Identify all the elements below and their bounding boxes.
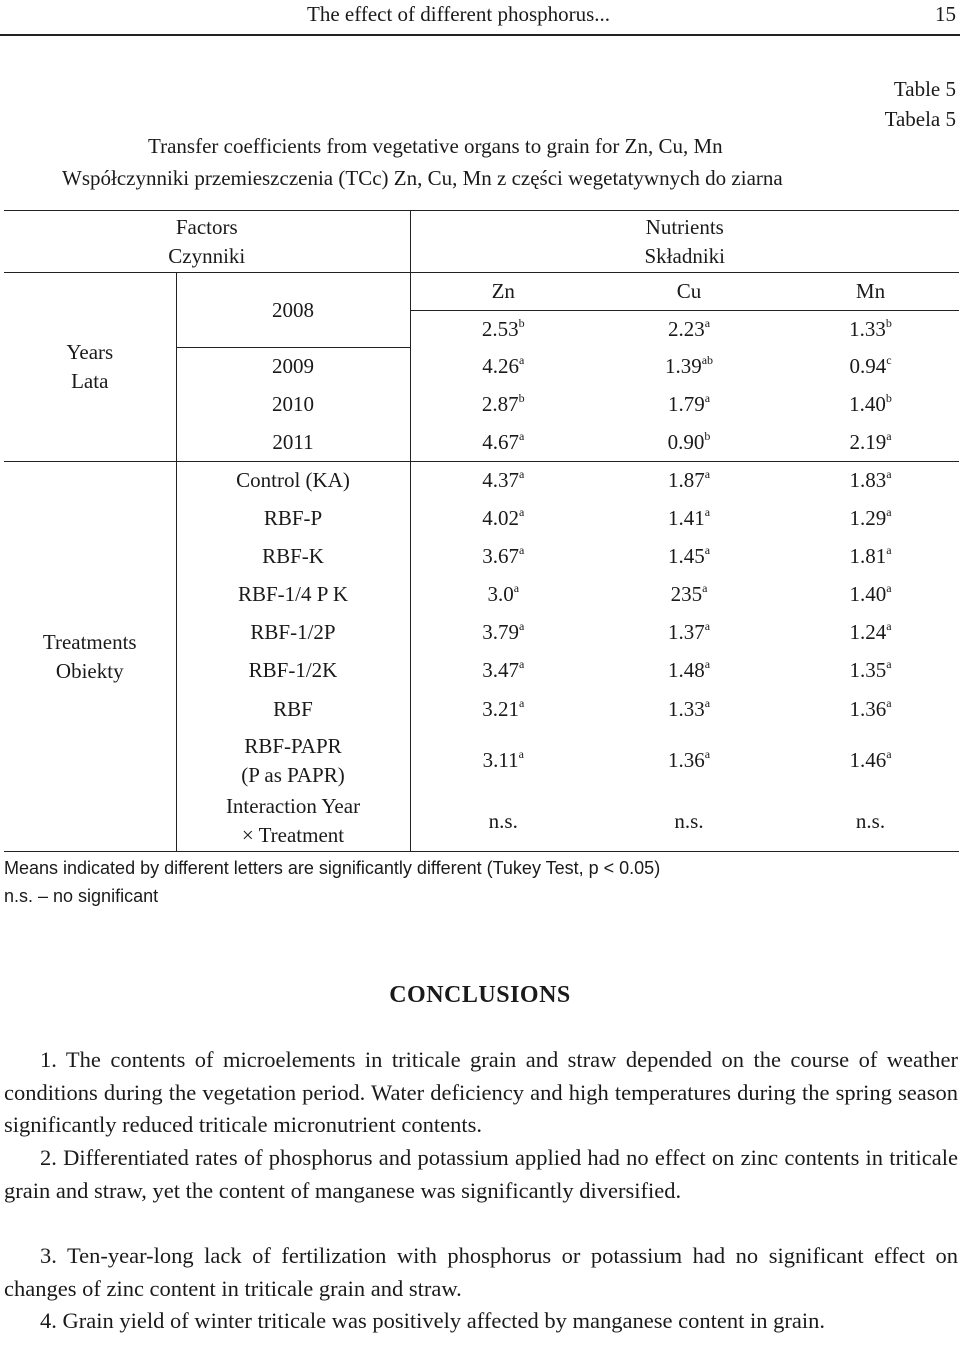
table-label-pl: Tabela 5 xyxy=(884,107,956,131)
cell-zn: 3.21$^a$ xyxy=(482,696,525,721)
cell-mn: 1.33$^b$ xyxy=(849,315,892,341)
factors-header: Factors Czynniki xyxy=(4,211,410,273)
cell-zn: 4.37$^a$ xyxy=(482,467,525,493)
cell-cu: 1.79$^a$ xyxy=(667,391,711,416)
conclusion-paragraph: 3. Ten-year-long lack of fertilization with phosphorus or potassium had no significant effect on changes of zinc content in triticale grain and straw. xyxy=(4,1243,958,1301)
nutrients-header: Nutrients Składniki xyxy=(410,211,959,273)
year-label: 2011 xyxy=(176,424,410,462)
column-header-mn: Mn xyxy=(782,273,959,311)
cell-cu: 1.48$^a$ xyxy=(667,657,711,682)
conclusion-paragraph: 1. The contents of microelements in triticale grain and straw depended on the course of weather conditions during the vegetation period. Water deficiency and high temperatures during the spring season significantly reduced triticale micronutrient contents. xyxy=(4,1047,958,1137)
cell-zn: 2.53$^b$ xyxy=(481,315,525,341)
table-row xyxy=(4,273,959,311)
treatment-label: RBF xyxy=(176,690,410,730)
cell-zn: 3.67$^a$ xyxy=(482,543,525,568)
cell-cu: 1.39$^{ab}$ xyxy=(664,353,714,378)
cell-zn: 3.11$^a$ xyxy=(482,747,524,772)
cell-mn: 1.36$^a$ xyxy=(849,696,892,721)
cell-mn: 1.35$^a$ xyxy=(849,657,892,682)
cell-cu: 1.87$^a$ xyxy=(667,467,711,493)
year-label: 2010 xyxy=(176,386,410,424)
cell-mn: 1.24$^a$ xyxy=(849,619,892,644)
cell-cu: 1.36$^a$ xyxy=(667,747,711,772)
cell-zn: 3.79$^a$ xyxy=(482,619,525,644)
table-row xyxy=(4,462,959,500)
column-header-zn: Zn xyxy=(410,273,596,311)
treatments-group-label: Treatments Obiekty xyxy=(4,462,176,852)
interaction-label: Interaction Year × Treatment xyxy=(176,792,410,852)
caption-en: Transfer coefficients from vegetative organs to grain for Zn, Cu, Mn xyxy=(148,134,723,158)
section-heading: CONCLUSIONS xyxy=(389,982,571,1008)
cell-zn: 4.02$^a$ xyxy=(482,505,525,530)
transfer-coefficients-table xyxy=(4,210,959,852)
treatment-label: RBF-1/2P xyxy=(176,614,410,652)
running-head-title: The effect of different phosphorus... xyxy=(307,2,611,26)
table-label xyxy=(885,74,956,134)
treatment-label: RBF-K xyxy=(176,538,410,576)
cell-cu: 1.41$^a$ xyxy=(667,505,711,530)
cell-zn: n.s. xyxy=(410,792,596,852)
cell-mn: 1.40$^b$ xyxy=(849,391,892,416)
treatment-label: RBF-1/2K xyxy=(176,652,410,690)
cell-mn: 2.19$^a$ xyxy=(782,424,959,462)
cell-cu: n.s. xyxy=(596,792,782,852)
page-number: 15 xyxy=(935,2,956,26)
table-header-row xyxy=(4,211,959,273)
treatment-label: RBF-P xyxy=(176,500,410,538)
cell-zn: 3.47$^a$ xyxy=(482,657,525,682)
years-group-label: Years Lata xyxy=(4,273,176,462)
caption-pl: Współczynniki przemieszczenia (TCc) Zn, Cu, Mn z części wegetatywnych do ziarna xyxy=(62,166,783,190)
cell-cu: 2.23$^a$ xyxy=(667,315,711,341)
cell-cu: 235$^a$ xyxy=(670,581,708,606)
cell-mn: 1.29$^a$ xyxy=(849,505,892,530)
table-label-en: Table 5 xyxy=(893,77,956,101)
cell-zn: 2.87$^b$ xyxy=(481,391,525,416)
cell-zn: 4.26$^a$ xyxy=(482,353,525,378)
table-footnote: Means indicated by different letters are significantly different (Tukey Test, p < 0.05) xyxy=(4,858,661,878)
cell-mn: 1.81$^a$ xyxy=(849,543,892,568)
cell-mn: 1.46$^a$ xyxy=(849,747,892,772)
cell-zn: 3.0$^a$ xyxy=(487,581,520,606)
cell-cu: 0.90$^b$ xyxy=(596,424,782,462)
treatment-label: RBF-PAPR (P as PAPR) xyxy=(176,730,410,792)
year-label: 2009 xyxy=(176,348,410,386)
cell-cu: 1.45$^a$ xyxy=(667,543,711,568)
year-label: 2008 xyxy=(176,273,410,348)
cell-zn: 4.67$^a$ xyxy=(410,424,596,462)
running-head xyxy=(0,0,960,36)
cell-mn: 1.40$^a$ xyxy=(849,581,892,606)
conclusion-paragraph: 4. Grain yield of winter triticale was positively affected by manganese content in grain. xyxy=(40,1308,825,1333)
column-header-cu: Cu xyxy=(596,273,782,311)
cell-cu: 1.37$^a$ xyxy=(667,619,711,644)
treatment-label: RBF-1/4 P K xyxy=(176,576,410,614)
cell-mn: n.s. xyxy=(782,792,959,852)
cell-mn: 0.94$^c$ xyxy=(849,353,892,378)
cell-mn: 1.83$^a$ xyxy=(849,467,892,493)
conclusion-paragraph: 2. Differentiated rates of phosphorus and potassium applied had no effect on zinc contents in triticale grain and straw, yet the content of manganese was significantly diversified. xyxy=(4,1145,958,1203)
treatment-label: Control (KA) xyxy=(176,462,410,500)
cell-cu: 1.33$^a$ xyxy=(667,696,711,721)
table-footnote: n.s. – no significant xyxy=(4,886,159,906)
